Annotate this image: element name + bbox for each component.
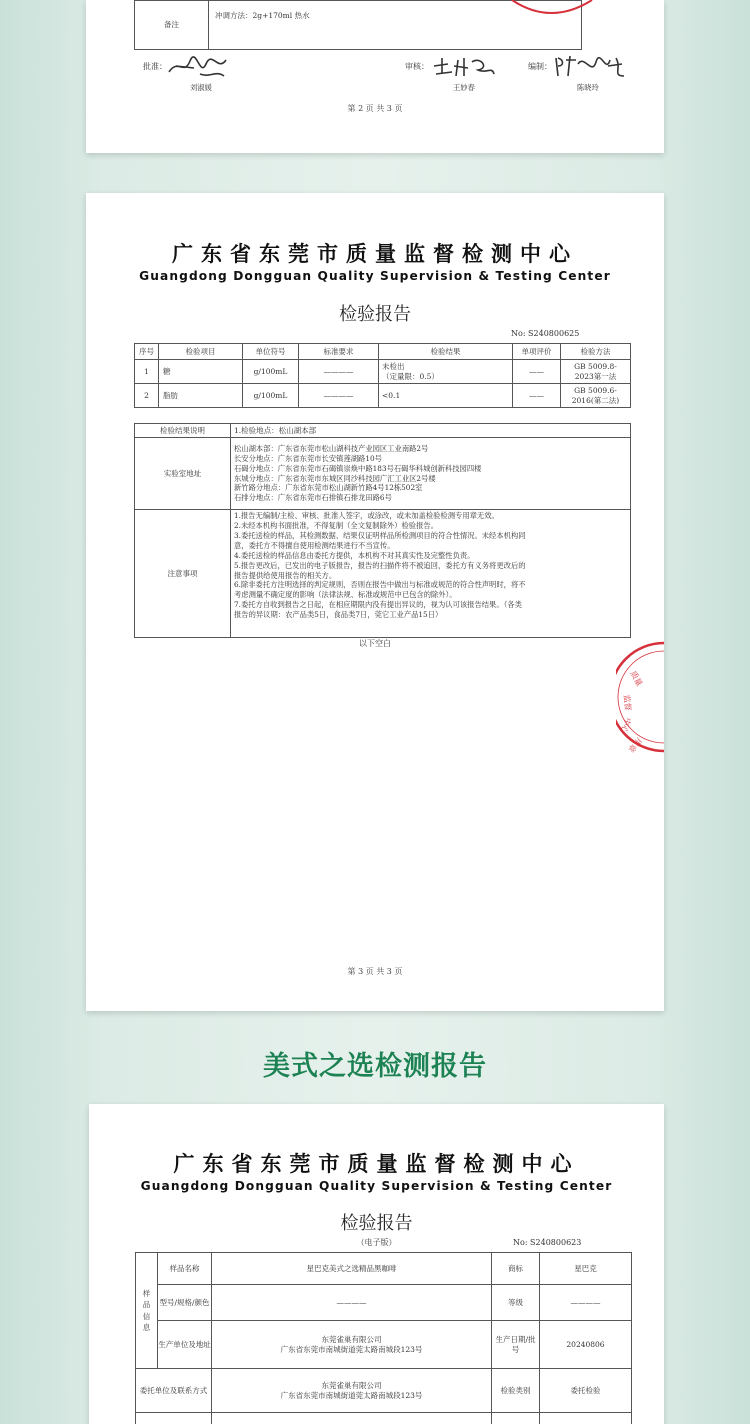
svg-text:质量: 质量 (628, 669, 645, 688)
row-evaluation: —— (513, 360, 561, 384)
compile-signature (552, 50, 632, 82)
client-address: 广东省东莞市南城街道莞太路南城段123号 (280, 1390, 423, 1400)
page-number: 第 2 页 共 3 页 (347, 104, 403, 113)
note-line: 6.除非委托方注明选择的判定规则，否则在报告中做出与标准或规范的符合性声明时，将不 (234, 580, 526, 590)
svg-text:中心: 中心 (618, 716, 633, 735)
sample-name: 星巴克美式之选精品黑咖啡 (212, 1253, 492, 1285)
lab-address-line: 石排分地点：广东省东莞市石排镇石排龙田路6号 (234, 493, 392, 503)
end-marker: 以下空白 (359, 639, 391, 648)
lab-address-list (231, 438, 631, 510)
org-name-en: Guangdong Dongguan Quality Supervision & Testing Center (139, 269, 611, 283)
client-label: 委托单位及联系方式 (136, 1369, 212, 1413)
remark-text: 冲调方法：2g+170ml 热水 (209, 1, 582, 50)
brand-value: 星巴克 (540, 1253, 632, 1285)
table-row (136, 1369, 632, 1413)
production-date-label: 生产日期/批号 (492, 1321, 540, 1369)
report-number: No: S240800623 (513, 1238, 582, 1247)
results-header: 检验项目 (159, 344, 243, 360)
report-edition: （电子版） (356, 1238, 397, 1247)
note-line: 1.报告无编制/主检、审核、批准人签字，或涂改，或未加盖检验检测专用章无效。 (234, 511, 499, 520)
report-page-2 (86, 0, 664, 153)
note-line: 报告的异议期：农产品类5日，食品类7日，莞它工业产品15日） (234, 610, 443, 620)
inspection-type: 委托检验 (540, 1369, 632, 1413)
report-number: No: S240800625 (511, 329, 580, 338)
results-header: 单位符号 (243, 344, 299, 360)
table-row (136, 1253, 632, 1285)
model-value: ———— (212, 1285, 492, 1321)
results-header: 检验结果 (379, 344, 513, 360)
row-unit: g/100mL (243, 360, 299, 384)
sample-info-table (135, 1252, 632, 1424)
results-header: 检验方法 (561, 344, 631, 360)
svg-text:监督: 监督 (622, 694, 633, 712)
row-method: GB 5009.6- 2016(第二法) (561, 384, 631, 408)
lab-address-line: 石碣分地点：广东省东莞市石碣镇崇焕中路183号石碣华科城创新科技园四楼 (234, 463, 482, 473)
location-label: 检验结果说明 (135, 424, 231, 438)
compile-name: 陈晓玲 (577, 83, 599, 92)
producer-label: 生产单位及地址 (158, 1321, 212, 1369)
org-name-cn: 广东省东莞市质量监督检测中心 (173, 1152, 580, 1176)
producer-name: 东莞雀巢有限公司 (321, 1335, 382, 1345)
row-item: 糖 (159, 360, 243, 384)
notes-list (231, 510, 631, 638)
row-item: 脂肪 (159, 384, 243, 408)
table-row (136, 1285, 632, 1321)
sample-name-label: 样品名称 (158, 1253, 212, 1285)
table-row (136, 1321, 632, 1369)
model-label: 型号/规格/颜色 (158, 1285, 212, 1321)
row-result: <0.1 (379, 384, 513, 408)
approve-label: 批准： (143, 62, 167, 71)
note-line: 4.委托送检的样品信息由委托方提供，本机构不对其真实性及完整性负责。 (234, 550, 475, 560)
table-row (135, 360, 631, 384)
client-name: 东莞雀巢有限公司 (321, 1381, 382, 1391)
grade-label: 等级 (492, 1285, 540, 1321)
row-unit: g/100mL (243, 384, 299, 408)
approve-signature (166, 52, 230, 82)
lab-address-line: 新竹路分地点：广东省东莞市松山湖新竹路4号12栋502室 (234, 483, 423, 493)
org-name-en: Guangdong Dongguan Quality Supervision & Testing Center (140, 1179, 613, 1193)
lab-address-label: 实验室地址 (135, 438, 231, 510)
row-evaluation: —— (513, 384, 561, 408)
producer-address: 广东省东莞市南城街道莞太路南城段123号 (280, 1344, 423, 1354)
row-no: 2 (135, 384, 159, 408)
compile-label: 编制： (528, 62, 552, 71)
results-header: 标准要求 (299, 344, 379, 360)
row-result: 未检出 （定量限：0.5） (379, 360, 513, 384)
row-no: 1 (135, 360, 159, 384)
production-date: 20240806 (540, 1321, 632, 1369)
note-line: 7.委托方自收到报告之日起，在相应期限内没有提出异议的，视为认可该报告结果。（各类 (234, 600, 522, 610)
row-requirement: ———— (299, 384, 379, 408)
brand-label: 商标 (492, 1253, 540, 1285)
review-name: 王妙春 (453, 83, 475, 92)
note-line: 2.未经本机构书面批准，不得复制（全文复制除外）检验报告。 (234, 520, 438, 530)
red-seal-icon (616, 639, 664, 754)
report-title: 检验报告 (340, 1213, 413, 1234)
note-line: 考虑测量不确定度的影响（法律法规、标准或规范中已包含的除外）。 (234, 590, 457, 600)
row-method: GB 5009.8- 2023第一法 (561, 360, 631, 384)
section-title: 美式之选检测报告 (263, 1051, 487, 1082)
page-number: 第 3 页 共 3 页 (347, 967, 403, 976)
red-seal-icon (506, 0, 596, 20)
report-page-americano (89, 1104, 664, 1424)
review-signature (430, 52, 496, 80)
producer-value (212, 1321, 492, 1369)
results-header: 序号 (135, 344, 159, 360)
approve-name: 刘淑媛 (190, 83, 212, 92)
lab-address-line: 东城分地点：广东省东莞市东城区同沙科技园广汇工业区2号楼 (234, 473, 436, 483)
notes-table (134, 423, 631, 638)
inspection-type-label: 检验类别 (492, 1369, 540, 1413)
remark-label: 备注 (135, 1, 209, 50)
note-line: 5.报告更改后，已发出的电子版报告，报告的扫描件将不被追回，委托方有义务将更改后的 (234, 560, 526, 570)
note-line: 报告提供给使用报告的相关方。 (234, 570, 337, 580)
row-requirement: ———— (299, 360, 379, 384)
svg-text:用章: 用章 (626, 735, 644, 754)
note-line: 意，委托方不得擅自使用检测结果进行不当宣传。 (234, 540, 395, 550)
results-header: 单项评价 (513, 344, 561, 360)
location-text: 1.检验地点：松山湖本部 (231, 424, 631, 438)
review-label: 审核： (405, 62, 429, 71)
notes-label: 注意事项 (135, 510, 231, 638)
lab-address-line: 松山湖本部：广东省东莞市松山湖科技产业园区工业南路2号 (234, 443, 429, 453)
note-line: 3.委托送检的样品，其检测数据、结果仅证明样品所检测项目的符合性情况。未经本机构同 (234, 530, 526, 540)
report-page-3 (86, 193, 664, 1011)
client-value (212, 1369, 492, 1413)
sample-info-group-label: 样品信息 (136, 1253, 158, 1369)
table-row (135, 384, 631, 408)
report-title: 检验报告 (339, 304, 411, 325)
org-name-cn: 广东省东莞市质量监督检测中心 (172, 242, 578, 266)
lab-address-line: 长安分地点：广东省东莞市长安镇莲湖路10号 (234, 453, 382, 463)
results-table (134, 343, 631, 408)
grade-value: ———— (540, 1285, 632, 1321)
